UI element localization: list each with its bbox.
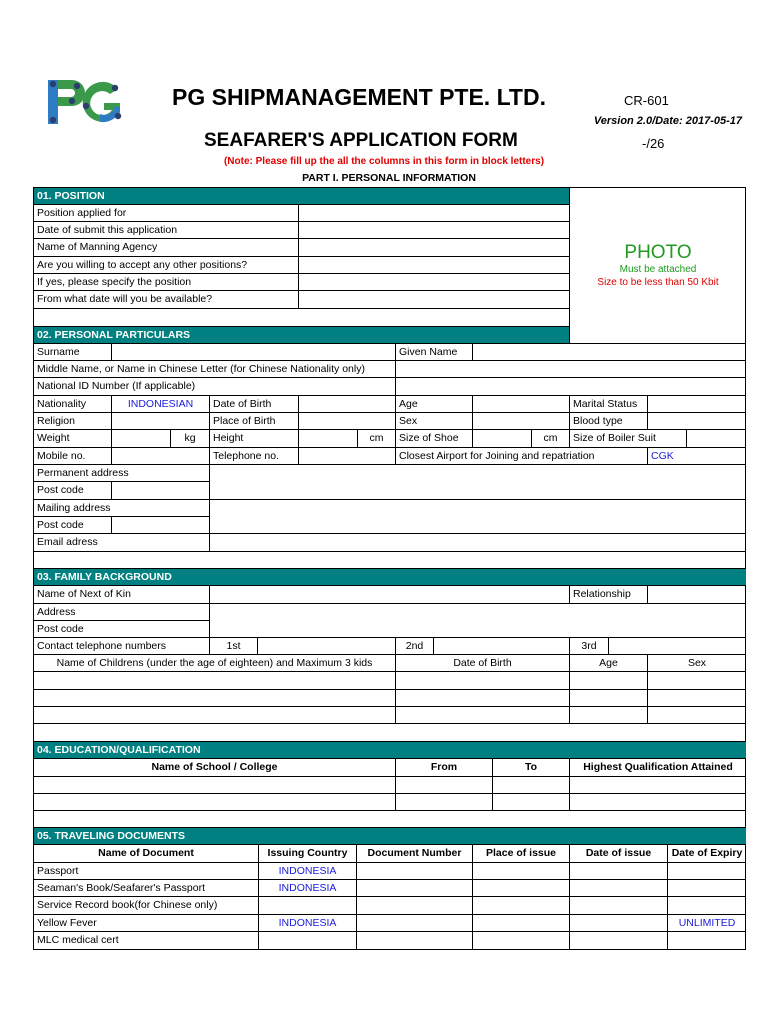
input-position-applied[interactable]	[299, 205, 570, 222]
col-children-sex: Sex	[648, 655, 746, 672]
input-child-1-dob[interactable]	[396, 672, 570, 690]
label-position-applied: Position applied for	[34, 205, 299, 222]
input-place-of-birth[interactable]	[299, 413, 396, 430]
input-shoe-size[interactable]	[473, 430, 532, 448]
input-religion[interactable]	[112, 413, 210, 430]
col-children-name: Name of Childrens (under the age of eighteen) and Maximum 3 kids	[34, 655, 396, 672]
label-mailing-address: Mailing address	[34, 500, 210, 517]
section-header-education: 04. EDUCATION/QUALIFICATION	[34, 742, 746, 759]
input-child-1-name[interactable]	[34, 672, 396, 690]
label-given-name: Given Name	[396, 344, 473, 361]
input-nationality[interactable]: INDONESIAN	[112, 396, 210, 413]
label-marital-status: Marital Status	[570, 396, 648, 413]
spacer-row	[34, 811, 746, 828]
label-email: Email adress	[34, 534, 210, 552]
input-school-2-from[interactable]	[396, 794, 493, 811]
input-service-record-expiry[interactable]	[668, 897, 746, 915]
photo-note: Must be attached	[619, 264, 697, 275]
input-given-name[interactable]	[473, 344, 746, 361]
logo-p-letter	[48, 80, 85, 124]
input-sex[interactable]	[473, 413, 570, 430]
section-header-position: 01. POSITION	[34, 188, 570, 205]
input-service-record-place[interactable]	[473, 897, 570, 915]
input-boiler-suit[interactable]	[687, 430, 746, 448]
input-passport-issue-date[interactable]	[570, 863, 668, 880]
input-child-3-age[interactable]	[570, 707, 648, 724]
input-manning-agency[interactable]	[299, 239, 570, 257]
input-passport-expiry[interactable]	[668, 863, 746, 880]
company-name: PG SHIPMANAGEMENT PTE. LTD.	[172, 84, 546, 110]
input-post-code-permanent[interactable]	[112, 482, 210, 500]
input-mlc-medical-number[interactable]	[357, 932, 473, 950]
label-other-positions: Are you willing to accept any other positions?	[34, 257, 299, 274]
label-mobile: Mobile no.	[34, 448, 112, 465]
label-telephone: Telephone no.	[210, 448, 299, 465]
label-shoe-size: Size of Shoe	[396, 430, 473, 448]
col-children-dob: Date of Birth	[396, 655, 570, 672]
label-family-address: Address	[34, 604, 210, 621]
input-height[interactable]	[299, 430, 358, 448]
unit-cm-shoe: cm	[532, 430, 570, 448]
input-child-2-age[interactable]	[570, 690, 648, 707]
input-child-2-name[interactable]	[34, 690, 396, 707]
input-contact-3rd[interactable]	[609, 638, 746, 655]
label-relationship: Relationship	[570, 586, 648, 604]
label-submit-date: Date of submit this application	[34, 222, 299, 239]
part-title: PART I. PERSONAL INFORMATION	[302, 172, 476, 184]
label-contact-1st: 1st	[210, 638, 258, 655]
label-contact-numbers: Contact telephone numbers	[34, 638, 210, 655]
input-family-address[interactable]	[210, 604, 746, 638]
photo-box[interactable]	[570, 188, 746, 344]
input-mailing-address[interactable]	[210, 500, 746, 534]
input-other-positions[interactable]	[299, 257, 570, 274]
doc-name-mlc-medical: MLC medical cert	[34, 932, 259, 950]
doc-name-seamans-book: Seaman's Book/Seafarer's Passport	[34, 880, 259, 897]
col-school-name: Name of School / College	[34, 759, 396, 777]
form-title: SEAFARER'S APPLICATION FORM	[204, 130, 518, 151]
label-next-of-kin: Name of Next of Kin	[34, 586, 210, 604]
label-available-date: From what date will you be available?	[34, 291, 299, 309]
label-specify-position: If yes, please specify the position	[34, 274, 299, 291]
label-permanent-address: Permanent address	[34, 465, 210, 482]
input-mlc-medical-issue-date[interactable]	[570, 932, 668, 950]
input-available-date[interactable]	[299, 291, 570, 309]
input-mobile[interactable]	[112, 448, 210, 465]
unit-cm-height: cm	[358, 430, 396, 448]
company-logo	[44, 76, 128, 128]
logo-g-letter	[83, 82, 121, 122]
label-weight: Weight	[34, 430, 112, 448]
input-relationship[interactable]	[648, 586, 746, 604]
input-child-3-sex[interactable]	[648, 707, 746, 724]
input-post-code-mailing[interactable]	[112, 517, 210, 534]
input-telephone[interactable]	[299, 448, 396, 465]
input-contact-2nd[interactable]	[434, 638, 570, 655]
col-date-of-expiry: Date of Expiry	[668, 845, 746, 863]
form-sequence: -/26	[642, 136, 665, 151]
label-place-of-birth: Place of Birth	[210, 413, 299, 430]
input-yellow-fever-issue-date[interactable]	[570, 915, 668, 932]
input-mlc-medical-country[interactable]	[259, 932, 357, 950]
input-yellow-fever-expiry[interactable]: UNLIMITED	[668, 915, 746, 932]
col-to: To	[493, 759, 570, 777]
label-boiler-suit: Size of Boiler Suit	[570, 430, 687, 448]
label-family-post-code: Post code	[34, 621, 210, 638]
form-note: (Note: Please fill up the all the columns in this form in block letters)	[223, 156, 545, 167]
col-document-number: Document Number	[357, 845, 473, 863]
input-next-of-kin[interactable]	[210, 586, 570, 604]
spacer-row	[34, 552, 746, 569]
input-weight[interactable]	[112, 430, 171, 448]
input-middle-name[interactable]	[396, 361, 746, 378]
input-child-1-age[interactable]	[570, 672, 648, 690]
application-form	[33, 187, 746, 950]
col-date-of-issue: Date of issue	[570, 845, 668, 863]
label-closest-airport: Closest Airport for Joining and repatriation	[396, 448, 648, 465]
input-contact-1st[interactable]	[258, 638, 396, 655]
input-service-record-issue-date[interactable]	[570, 897, 668, 915]
input-seamans-book-expiry[interactable]	[668, 880, 746, 897]
label-contact-2nd: 2nd	[396, 638, 434, 655]
photo-title: PHOTO	[624, 242, 692, 263]
input-child-3-name[interactable]	[34, 707, 396, 724]
input-yellow-fever-country[interactable]: INDONESIA	[259, 915, 357, 932]
input-seamans-book-number[interactable]	[357, 880, 473, 897]
version-date: Version 2.0/Date: 2017-05-17	[593, 115, 742, 127]
input-school-2-to[interactable]	[493, 794, 570, 811]
input-closest-airport[interactable]: CGK	[648, 448, 746, 465]
input-email[interactable]	[210, 534, 746, 552]
input-passport-place[interactable]	[473, 863, 570, 880]
photo-size-note: Size to be less than 50 Kbit	[597, 277, 719, 288]
label-sex: Sex	[396, 413, 473, 430]
doc-name-yellow-fever: Yellow Fever	[34, 915, 259, 932]
col-document-name: Name of Document	[34, 845, 259, 863]
input-school-1[interactable]	[34, 777, 396, 794]
label-religion: Religion	[34, 413, 112, 430]
col-issuing-country: Issuing Country	[259, 845, 357, 863]
label-national-id: National ID Number (If applicable)	[34, 378, 396, 396]
input-seamans-book-issue-date[interactable]	[570, 880, 668, 897]
doc-name-passport: Passport	[34, 863, 259, 880]
input-passport-number[interactable]	[357, 863, 473, 880]
col-children-age: Age	[570, 655, 648, 672]
section-header-travel: 05. TRAVELING DOCUMENTS	[34, 828, 746, 845]
input-marital-status[interactable]	[648, 396, 746, 413]
label-manning-agency: Name of Manning Agency	[34, 239, 299, 257]
label-post-code-permanent: Post code	[34, 482, 112, 500]
input-age[interactable]	[473, 396, 570, 413]
col-from: From	[396, 759, 493, 777]
input-submit-date[interactable]	[299, 222, 570, 239]
input-seamans-book-country[interactable]: INDONESIA	[259, 880, 357, 897]
input-child-3-dob[interactable]	[396, 707, 570, 724]
input-school-2-qualification[interactable]	[570, 794, 746, 811]
input-service-record-number[interactable]	[357, 897, 473, 915]
input-child-2-sex[interactable]	[648, 690, 746, 707]
input-school-1-qualification[interactable]	[570, 777, 746, 794]
col-place-of-issue: Place of issue	[473, 845, 570, 863]
input-seamans-book-place[interactable]	[473, 880, 570, 897]
label-post-code-mailing: Post code	[34, 517, 112, 534]
section-header-personal: 02. PERSONAL PARTICULARS	[34, 327, 570, 344]
section-header-family: 03. FAMILY BACKGROUND	[34, 569, 746, 586]
input-blood-type[interactable]	[648, 413, 746, 430]
input-child-2-dob[interactable]	[396, 690, 570, 707]
form-code: CR-601	[624, 93, 669, 108]
label-nationality: Nationality	[34, 396, 112, 413]
label-surname: Surname	[34, 344, 112, 361]
input-mlc-medical-expiry[interactable]	[668, 932, 746, 950]
input-permanent-address[interactable]	[210, 465, 746, 500]
input-national-id[interactable]	[396, 378, 746, 396]
input-yellow-fever-number[interactable]	[357, 915, 473, 932]
input-specify-position[interactable]	[299, 274, 570, 291]
label-blood-type: Blood type	[570, 413, 648, 430]
input-mlc-medical-place[interactable]	[473, 932, 570, 950]
input-passport-country[interactable]: INDONESIA	[259, 863, 357, 880]
col-qualification: Highest Qualification Attained	[570, 759, 746, 777]
label-age: Age	[396, 396, 473, 413]
doc-name-service-record: Service Record book(for Chinese only)	[34, 897, 259, 915]
input-child-1-sex[interactable]	[648, 672, 746, 690]
label-height: Height	[210, 430, 299, 448]
spacer-row	[34, 309, 570, 327]
unit-kg: kg	[171, 430, 210, 448]
label-middle-name: Middle Name, or Name in Chinese Letter (for Chinese Nationality only)	[34, 361, 396, 378]
input-yellow-fever-place[interactable]	[473, 915, 570, 932]
input-school-1-to[interactable]	[493, 777, 570, 794]
input-service-record-country[interactable]	[259, 897, 357, 915]
label-date-of-birth: Date of Birth	[210, 396, 299, 413]
label-contact-3rd: 3rd	[570, 638, 609, 655]
input-date-of-birth[interactable]	[299, 396, 396, 413]
input-surname[interactable]	[112, 344, 396, 361]
photo-divider	[569, 188, 570, 344]
input-school-2[interactable]	[34, 794, 396, 811]
spacer-row	[34, 724, 746, 742]
input-school-1-from[interactable]	[396, 777, 493, 794]
